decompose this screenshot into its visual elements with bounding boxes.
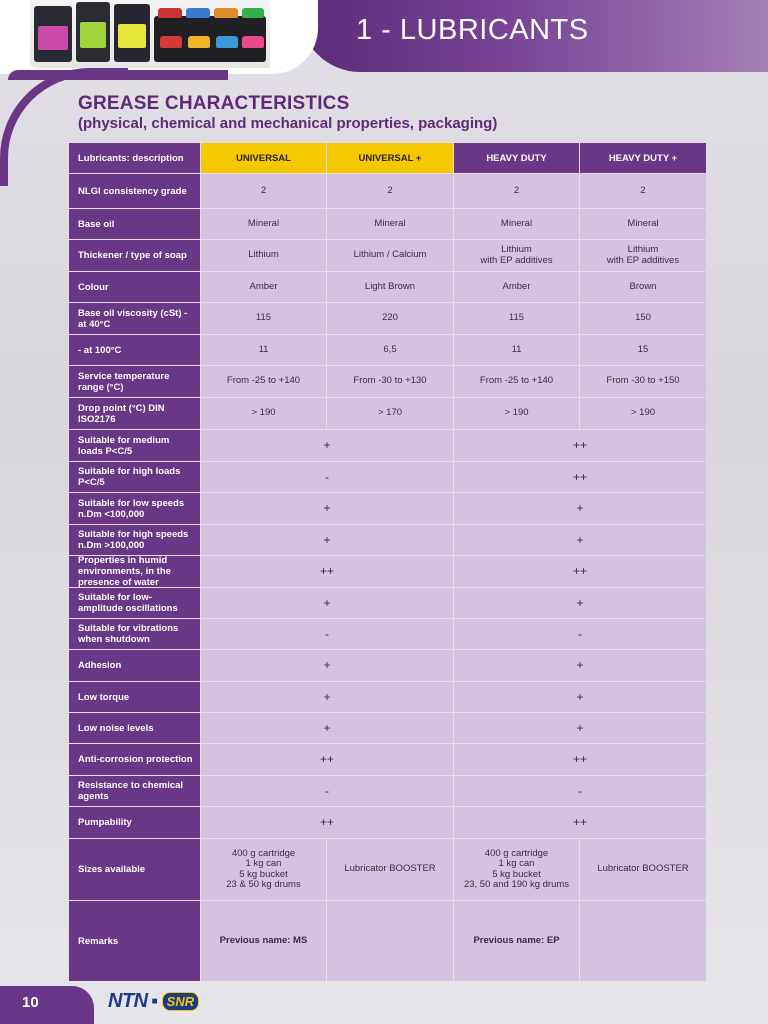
table-cell-rating: ++ (454, 807, 706, 838)
row-label: Base oil viscosity (cSt) - at 40°C (69, 303, 200, 334)
table-cell: Amber (454, 272, 579, 302)
section-header-title: 1 - LUBRICANTS (356, 14, 589, 46)
snr-logo: SNR (162, 992, 199, 1011)
table-cell-rating: ++ (201, 807, 453, 838)
table-cell-rating: - (201, 776, 453, 806)
column-header-universal: UNIVERSAL (201, 143, 326, 173)
row-label: Anti-corrosion protection (69, 744, 200, 775)
table-cell: Previous name: EP (454, 901, 579, 981)
table-cell: Mineral (580, 209, 706, 239)
table-cell: 6,5 (327, 335, 453, 365)
table-cell: Mineral (201, 209, 326, 239)
table-cell-rating: ++ (454, 556, 706, 587)
table-cell: 15 (580, 335, 706, 365)
table-cell: 115 (201, 303, 326, 334)
row-label: Properties in humid environments, in the presence of water (69, 556, 200, 587)
table-cell: Mineral (327, 209, 453, 239)
table-cell: > 190 (580, 398, 706, 429)
page-number: 10 (22, 994, 39, 1011)
table-cell: Light Brown (327, 272, 453, 302)
ntn-logo: NTN (108, 990, 148, 1012)
row-label: Suitable for medium loads P<C/5 (69, 430, 200, 461)
table-cell: > 190 (454, 398, 579, 429)
table-cell: 2 (454, 174, 579, 208)
row-label: Suitable for high loads P<C/5 (69, 462, 200, 492)
table-cell: 400 g cartridge 1 kg can 5 kg bucket 23 & 50 kg drums (201, 839, 326, 900)
row-label: Base oil (69, 209, 200, 239)
table-cell: Amber (201, 272, 326, 302)
row-label: Drop point (°C) DIN ISO2176 (69, 398, 200, 429)
table-cell-rating: - (201, 462, 453, 492)
product-photo (30, 0, 270, 68)
table-cell-rating: + (201, 713, 453, 743)
table-cell-rating: + (201, 430, 453, 461)
grease-characteristics-table (68, 142, 703, 970)
table-cell: Mineral (454, 209, 579, 239)
row-label: Suitable for high speeds n.Dm >100,000 (69, 525, 200, 555)
table-cell-rating: - (454, 619, 706, 649)
table-cell-rating: ++ (454, 430, 706, 461)
row-label: Suitable for low speeds n.Dm <100,000 (69, 493, 200, 524)
table-cell: > 190 (201, 398, 326, 429)
row-label: NLGI consistency grade (69, 174, 200, 208)
row-label: Sizes available (69, 839, 200, 900)
row-label: Suitable for vibrations when shutdown (69, 619, 200, 649)
table-cell: From -25 to +140 (201, 366, 326, 397)
table-cell-rating: ++ (454, 744, 706, 775)
row-label: Suitable for low-amplitude oscillations (69, 588, 200, 618)
table-cell-rating: + (454, 650, 706, 681)
table-cell-rating: ++ (201, 744, 453, 775)
table-cell-rating: ++ (201, 556, 453, 587)
table-cell: Lithium with EP additives (454, 240, 579, 271)
table-cell-rating: - (201, 619, 453, 649)
footer-page-tab (0, 986, 94, 1024)
table-cell: Lubricator BOOSTER (327, 839, 453, 900)
row-label: Remarks (69, 901, 200, 981)
table-cell: Lithium (201, 240, 326, 271)
row-label: Service temperature range (°C) (69, 366, 200, 397)
table-cell-rating: - (454, 776, 706, 806)
row-label: Resistance to chemical agents (69, 776, 200, 806)
table-cell: Previous name: MS (201, 901, 326, 981)
table-cell: 11 (454, 335, 579, 365)
table-cell: 400 g cartridge 1 kg can 5 kg bucket 23, 50 and 190 kg drums (454, 839, 579, 900)
table-cell: 115 (454, 303, 579, 334)
column-header-heavy-duty: HEAVY DUTY (454, 143, 579, 173)
row-label: Pumpability (69, 807, 200, 838)
row-label: Colour (69, 272, 200, 302)
table-cell: 220 (327, 303, 453, 334)
table-cell-rating: + (201, 588, 453, 618)
table-cell-rating: + (454, 682, 706, 712)
header-photo-area (0, 0, 318, 74)
row-label: Low torque (69, 682, 200, 712)
table-cell-rating: + (454, 713, 706, 743)
table-cell-rating: + (201, 525, 453, 555)
column-header-universal-plus: UNIVERSAL + (327, 143, 453, 173)
table-cell: Lubricator BOOSTER (580, 839, 706, 900)
table-cell: 2 (201, 174, 326, 208)
table-cell-rating: + (454, 588, 706, 618)
table-cell: Lithium with EP additives (580, 240, 706, 271)
table-cell: From -30 to +130 (327, 366, 453, 397)
table-cell-rating: + (454, 525, 706, 555)
table-cell: 11 (201, 335, 326, 365)
table-cell: 2 (580, 174, 706, 208)
table-cell: From -30 to +150 (580, 366, 706, 397)
column-header-heavy-duty-plus: HEAVY DUTY + (580, 143, 706, 173)
table-cell: 150 (580, 303, 706, 334)
table-cell-rating: + (201, 650, 453, 681)
table-cell: Brown (580, 272, 706, 302)
brand-logo: NTN ■ SNR (108, 990, 199, 1013)
table-cell: From -25 to +140 (454, 366, 579, 397)
table-cell-rating: + (454, 493, 706, 524)
table-cell (580, 901, 706, 981)
column-header-description: Lubricants: description (69, 143, 200, 173)
page-title: GREASE CHARACTERISTICS (78, 93, 350, 114)
table-cell: > 170 (327, 398, 453, 429)
table-cell-rating: + (201, 493, 453, 524)
row-label: - at 100°C (69, 335, 200, 365)
row-label: Low noise levels (69, 713, 200, 743)
table-cell: 2 (327, 174, 453, 208)
row-label: Adhesion (69, 650, 200, 681)
table-cell: Lithium / Calcium (327, 240, 453, 271)
table-cell-rating: ++ (454, 462, 706, 492)
row-label: Thickener / type of soap (69, 240, 200, 271)
page-subtitle: (physical, chemical and mechanical properties, packaging) (78, 115, 498, 132)
table-cell-rating: + (201, 682, 453, 712)
table-cell (327, 901, 453, 981)
